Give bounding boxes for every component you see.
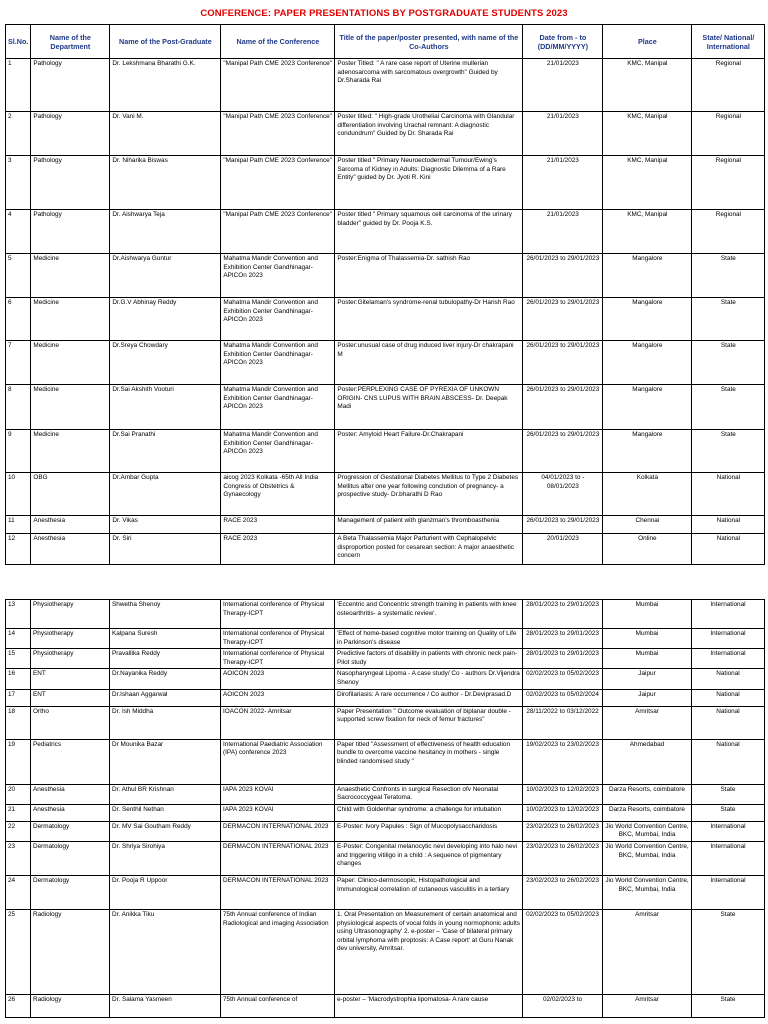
cell-sl-no: 2 [6,112,31,156]
cell-department: Pathology [31,112,110,156]
cell-sl-no: 11 [6,516,31,534]
cell-place: Darza Resorts, coimbatore [603,804,692,821]
table-row [6,516,765,534]
cell-department: Pathology [31,59,110,112]
cell-department: Pathology [31,156,110,210]
cell-level: State [692,909,765,994]
cell-title: 'Effect of home-based cognitive motor training on Quality of Life in Parkinson's disease [335,629,523,649]
cell-sl-no: 18 [6,706,31,739]
table-row [6,994,765,1017]
cell-sl-no: 13 [6,600,31,629]
cell-level: International [692,600,765,629]
cell-date: 28/01/2023 to 29/01/2023 [523,649,603,669]
cell-post-graduate: Dr Mounika Bazar [110,739,221,784]
cell-title: Poster: Amyloid Heart Failure-Dr.Chakrapani [335,430,523,473]
cell-sl-no: 19 [6,739,31,784]
cell-post-graduate: Dr.Sreya Chowdary [110,341,221,385]
cell-post-graduate: Dr. Aishwarya Teja [110,210,221,254]
cell-title: E-Poster: Ivory Papules : Sign of Mucopolysaccharidosis [335,821,523,841]
cell-level: National [692,669,765,689]
cell-place: Mangalore [603,385,692,430]
cell-title: Anaesthetic Confronts in surgical Resection ofv Neonatal Sacrococcygeal Teratoma. [335,784,523,804]
cell-sl-no: 3 [6,156,31,210]
cell-conference: DERMACON INTERNATIONAL 2023 [221,875,335,909]
cell-sl-no: 6 [6,298,31,341]
cell-sl-no: 15 [6,649,31,669]
cell-post-graduate: Dr.Aishwarya Guntur [110,254,221,298]
cell-title: Poster:Enigma of Thalassemia-Dr. sathish Rao [335,254,523,298]
cell-date: 20/01/2023 [523,534,603,565]
cell-sl-no: 22 [6,821,31,841]
cell-sl-no: 23 [6,841,31,875]
cell-conference: Mahatma Mandir Convention and Exhibition Center Gandhinagar-APICOn 2023 [221,254,335,298]
cell-date: 26/01/2023 to 29/01/2023 [523,254,603,298]
cell-date: 21/01/2023 [523,210,603,254]
cell-level: State [692,341,765,385]
cell-level: State [692,994,765,1017]
cell-post-graduate: Pravallika Reddy [110,649,221,669]
table-row [6,784,765,804]
cell-department: Anesthesia [31,516,110,534]
cell-title: Paper: Clinico-dermoscopic, Histopathological and Immunological correlation of cutaneous vasculitis in a tertiary [335,875,523,909]
cell-place: Mumbai [603,649,692,669]
cell-place: KMC, Manipal [603,112,692,156]
table-body-2 [6,600,765,1018]
cell-date: 02/02/2023 to 05/02/2024 [523,689,603,706]
table-row [6,841,765,875]
cell-title: 1. Oral Presentation on Measurement of certain anatomical and physiological aspects of vocal folds in young normophonic adults using Ultrasonography' 2. e-poster – 'Case of bilateral primary orbital lymphoma with proptosis: A Case report' at Guru Nanak dev university, Amritsar. [335,909,523,994]
header-place: Place [603,25,692,59]
cell-conference: RACE 2023 [221,534,335,565]
table-row [6,473,765,516]
cell-date: 21/01/2023 [523,112,603,156]
cell-post-graduate: Dr. Anikka Tiku [110,909,221,994]
cell-conference: "Manipal Path CME 2023 Conference" [221,210,335,254]
cell-date: 23/02/2023 to 26/02/2023 [523,821,603,841]
cell-place: KMC, Manipal [603,59,692,112]
cell-post-graduate: Dr. Athul BR Krishnan [110,784,221,804]
cell-conference: IAPA 2023 KOVAI [221,784,335,804]
cell-place: Ahmedabad [603,739,692,784]
table-row [6,430,765,473]
header-title: Title of the paper/poster presented, with name of the Co-Authors [335,25,523,59]
cell-title: Progression of Gestational Diabetes Mellitus to Type 2 Diabetes Mellitus after one year following conclution of pregnancy- a prospective study- Dr.bharathi D Rao [335,473,523,516]
cell-place: Amritsar [603,909,692,994]
cell-post-graduate: Dr. MV Sai Goutham Reddy [110,821,221,841]
cell-level: State [692,298,765,341]
cell-title: Child with Goldenhar syndrome: a challenge for intubation [335,804,523,821]
header-conference: Name of the Conference [221,25,335,59]
presentations-table-part-2 [5,599,765,1018]
cell-date: 02/02/2023 to [523,994,603,1017]
cell-conference: International conference of Physical Therapy-ICPT [221,649,335,669]
cell-date: 10/02/2023 to 12/02/2023 [523,784,603,804]
cell-date: 21/01/2023 [523,59,603,112]
cell-post-graduate: Dr. Salama Yasmeen [110,994,221,1017]
cell-place: Mangalore [603,254,692,298]
cell-department: Anesthesia [31,804,110,821]
cell-department: Ortho [31,706,110,739]
cell-title: Poster titled " Primary Neuroectodermal Tumour/Ewing's Sarcoma of Kidney in Adults: Diagnostic Dilemma of a Rare Entity" guided by Dr. Jyoti R. Kini [335,156,523,210]
header-date: Date from - to (DD/MM/YYYY) [523,25,603,59]
cell-place: Mumbai [603,600,692,629]
cell-department: Dermatology [31,821,110,841]
cell-sl-no: 1 [6,59,31,112]
cell-date: 02/02/2023 to 05/02/2023 [523,909,603,994]
cell-date: 28/11/2022 to 03/12/2022 [523,706,603,739]
cell-level: International [692,841,765,875]
cell-level: National [692,473,765,516]
cell-level: National [692,534,765,565]
cell-department: ENT [31,689,110,706]
table-row [6,600,765,629]
cell-place: Darza Resorts, coimbatore [603,784,692,804]
cell-date: 26/01/2023 to 29/01/2023 [523,341,603,385]
table-row [6,629,765,649]
cell-level: National [692,739,765,784]
cell-title: Poster:PERPLEXING CASE OF PYREXIA OF UNKOWN ORIGIN- CNS LUPUS WITH BRAIN ABSCESS- Dr. Deepak Madi [335,385,523,430]
cell-title: Poster:unusual case of drug induced liver injury-Dr chakrapani M [335,341,523,385]
cell-post-graduate: Dr.Sai Akshith Vooturi [110,385,221,430]
cell-department: Pediatrics [31,739,110,784]
cell-date: 23/02/2023 to 26/02/2023 [523,841,603,875]
cell-department: Radiology [31,994,110,1017]
cell-department: Medicine [31,430,110,473]
cell-department: Physiotherapy [31,649,110,669]
header-sl-no: Sl.No. [6,25,31,59]
table-row [6,112,765,156]
cell-title: Management of patient with glanzman's thromboasthenia [335,516,523,534]
cell-title: Poster Titled: " A rare case report of Uterine mullerian adenosarcoma with sarcomatous overgrowth" Guided by Dr.Sharada Rai [335,59,523,112]
page-title: CONFERENCE: PAPER PRESENTATIONS BY POSTGRADUATE STUDENTS 2023 [200,8,568,19]
cell-place: Amritsar [603,706,692,739]
cell-post-graduate: Dr. Shriya Sirohiya [110,841,221,875]
cell-place: Jio World Convention Centre, BKC, Mumbai, India [603,875,692,909]
cell-place: Mangalore [603,430,692,473]
header-row [6,25,765,59]
cell-department: Physiotherapy [31,629,110,649]
cell-level: Regional [692,112,765,156]
cell-post-graduate: Kalpana Suresh [110,629,221,649]
table-row [6,649,765,669]
cell-sl-no: 24 [6,875,31,909]
cell-sl-no: 4 [6,210,31,254]
cell-level: State [692,385,765,430]
cell-conference: International conference of Physical Therapy-ICPT [221,600,335,629]
cell-title: A Beta Thalassemia Major Parturient with Cephalopelvic disproportion posted for cesarean section: A major anaesthetic concern [335,534,523,565]
table-row [6,254,765,298]
cell-conference: Mahatma Mandir Convention and Exhibition Center Gandhinagar-APICOn 2023 [221,385,335,430]
cell-title: Paper Presentation " Outcome evaluation of biplanar double -supported screw fixation for neck of femur fractures" [335,706,523,739]
cell-place: Jio World Convention Centre, BKC, Mumbai, India [603,841,692,875]
header-level: State/ National/ International [692,25,765,59]
cell-title: e-poster – 'Macrodystrophia lipomatosa- A rare cause [335,994,523,1017]
cell-department: Radiology [31,909,110,994]
cell-level: State [692,784,765,804]
table-row [6,341,765,385]
cell-conference: DERMACON INTERNATIONAL 2023 [221,841,335,875]
cell-department: Medicine [31,254,110,298]
cell-post-graduate: Dr. Siri [110,534,221,565]
cell-department: OBG [31,473,110,516]
cell-date: 23/02/2023 to 26/02/2023 [523,875,603,909]
cell-place: Mumbai [603,629,692,649]
table-row [6,210,765,254]
cell-date: 26/01/2023 to 29/01/2023 [523,516,603,534]
cell-date: 28/01/2023 to 29/01/2023 [523,629,603,649]
cell-date: 02/02/2023 to 05/02/2023 [523,669,603,689]
cell-sl-no: 26 [6,994,31,1017]
cell-post-graduate: Dr. Ish Middha [110,706,221,739]
cell-place: Kolkata [603,473,692,516]
cell-level: International [692,875,765,909]
cell-conference: AOICON 2023 [221,669,335,689]
cell-level: International [692,821,765,841]
cell-conference: AOICON 2023 [221,689,335,706]
cell-sl-no: 9 [6,430,31,473]
cell-conference: International Paediatric Association (IPA) conference 2023 [221,739,335,784]
cell-level: National [692,706,765,739]
table-row [6,534,765,565]
cell-level: Regional [692,156,765,210]
cell-date: 10/02/2023 to 12/02/2023 [523,804,603,821]
cell-post-graduate: Dr.G.V Abhinay Reddy [110,298,221,341]
cell-level: National [692,689,765,706]
cell-place: KMC, Manipal [603,210,692,254]
cell-sl-no: 8 [6,385,31,430]
presentations-table-part-1 [5,24,765,565]
cell-title: 'Eccentric and Concentric strength training in patients with knee osteoarthritis- a systematic review'. [335,600,523,629]
table-row [6,821,765,841]
cell-title: Paper titled "Assessment of effectiveness of health education bundle to overcome vaccine hesitancy in mothers - single blinded randomised study " [335,739,523,784]
table-row [6,739,765,784]
cell-sl-no: 17 [6,689,31,706]
table-row [6,156,765,210]
cell-title: Nasopharyngeal Lipoma - A case study/ Co - authors Dr.Vijendra Shenoy [335,669,523,689]
cell-date: 26/01/2023 to 29/01/2023 [523,385,603,430]
table-body-1 [6,59,765,565]
cell-sl-no: 16 [6,669,31,689]
table-row [6,669,765,689]
table-row [6,689,765,706]
cell-place: Online [603,534,692,565]
cell-department: Medicine [31,298,110,341]
cell-level: Regional [692,59,765,112]
cell-place: Amritsar [603,994,692,1017]
cell-place: KMC, Manipal [603,156,692,210]
cell-department: Medicine [31,385,110,430]
cell-title: Poster titled: " High-grade Urothelial Carcinoma with Glandular differentiation involving Urachal remnant: A diagnostic condundrum" Guided by Dr. Sharada Rai [335,112,523,156]
cell-post-graduate: Dr. Vani M. [110,112,221,156]
cell-sl-no: 7 [6,341,31,385]
cell-department: Medicine [31,341,110,385]
cell-place: Jaipur [603,689,692,706]
cell-title: Dirofilariasis: A rare occurrence / Co author - Dr.Deviprasad.D [335,689,523,706]
cell-department: Dermatology [31,875,110,909]
cell-conference: DERMACON INTERNATIONAL 2023 [221,821,335,841]
cell-place: Mangalore [603,298,692,341]
cell-post-graduate: Dr.Ambar Gupta [110,473,221,516]
cell-level: International [692,649,765,669]
table-row [6,59,765,112]
cell-conference: 75th Annual conference of [221,994,335,1017]
cell-date: 28/01/2023 to 29/01/2023 [523,600,603,629]
cell-date: 04/01/2023 to - 08/01/2023 [523,473,603,516]
cell-conference: aicog 2023 Kolkata -65th All India Congress of Obstetrics & Gynaecology [221,473,335,516]
cell-sl-no: 14 [6,629,31,649]
cell-level: State [692,254,765,298]
cell-level: Regional [692,210,765,254]
cell-level: State [692,430,765,473]
table-row [6,385,765,430]
cell-conference: IOACON 2022- Amritsar [221,706,335,739]
cell-place: Chennai [603,516,692,534]
cell-conference: IAPA 2023 KOVAI [221,804,335,821]
cell-level: International [692,629,765,649]
cell-date: 26/01/2023 to 29/01/2023 [523,298,603,341]
cell-conference: "Manipal Path CME 2023 Conference" [221,112,335,156]
table-row [6,706,765,739]
cell-sl-no: 25 [6,909,31,994]
cell-post-graduate: Dr. Lekshmana Bharathi G.K. [110,59,221,112]
cell-conference: "Manipal Path CME 2023 Conference" [221,156,335,210]
cell-title: Poster:Gitelaman's syndrome-renal tubulopathy-Dr Harish Rao [335,298,523,341]
cell-department: Dermatology [31,841,110,875]
cell-title: Predictive factors of disability in patients with chronic neck pain-Pilot study [335,649,523,669]
cell-post-graduate: Dr.Sai Pranathi [110,430,221,473]
cell-post-graduate: Dr. Niharika Biswas [110,156,221,210]
cell-conference: Mahatma Mandir Convention and Exhibition Center Gandhinagar-APICOn 2023 [221,341,335,385]
table-row [6,298,765,341]
cell-department: Physiotherapy [31,600,110,629]
table-row [6,875,765,909]
cell-date: 19/02/2023 to 23/02/2023 [523,739,603,784]
cell-post-graduate: Dr. Pooja R Uppoor [110,875,221,909]
cell-title: Poster titled " Primary squamous cell carcinoma of the urinary bladder" guided by Dr. Pooja K.S. [335,210,523,254]
cell-post-graduate: Dr.Nayanika Reddy [110,669,221,689]
cell-department: Anesthesia [31,784,110,804]
cell-department: ENT [31,669,110,689]
cell-conference: 75th Annual conference of Indian Radiological and imaging Association [221,909,335,994]
cell-title: E-Poster: Congenital melanocytic nevi developing into halo nevi and triggering vitiligo in a child : A sequence of pigmentary changes [335,841,523,875]
cell-sl-no: 20 [6,784,31,804]
cell-department: Pathology [31,210,110,254]
cell-level: National [692,516,765,534]
cell-conference: RACE 2023 [221,516,335,534]
cell-place: Mangalore [603,341,692,385]
cell-conference: International conference of Physical Therapy-ICPT [221,629,335,649]
cell-sl-no: 12 [6,534,31,565]
cell-conference: "Manipal Path CME 2023 Conference" [221,59,335,112]
cell-conference: Mahatma Mandir Convention and Exhibition Center Gandhinagar-APICOn 2023 [221,298,335,341]
header-department: Name of the Department [31,25,110,59]
cell-sl-no: 10 [6,473,31,516]
table-row [6,804,765,821]
cell-place: Jaipur [603,669,692,689]
cell-date: 21/01/2023 [523,156,603,210]
cell-place: Jio World Convention Centre, BKC, Mumbai, India [603,821,692,841]
cell-conference: Mahatma Mandir Convention and Exhibition Center Gandhinagar-APICOn 2023 [221,430,335,473]
cell-post-graduate: Dr. Vikas [110,516,221,534]
table-row [6,909,765,994]
cell-sl-no: 5 [6,254,31,298]
cell-post-graduate: Shwetha Shenoy [110,600,221,629]
cell-department: Anesthesia [31,534,110,565]
cell-level: State [692,804,765,821]
cell-sl-no: 21 [6,804,31,821]
cell-post-graduate: Dr. Senthil Nethan [110,804,221,821]
cell-post-graduate: Dr.Ishaan Aggarwal [110,689,221,706]
header-post-graduate: Name of the Post-Graduate [110,25,221,59]
cell-date: 26/01/2023 to 29/01/2023 [523,430,603,473]
